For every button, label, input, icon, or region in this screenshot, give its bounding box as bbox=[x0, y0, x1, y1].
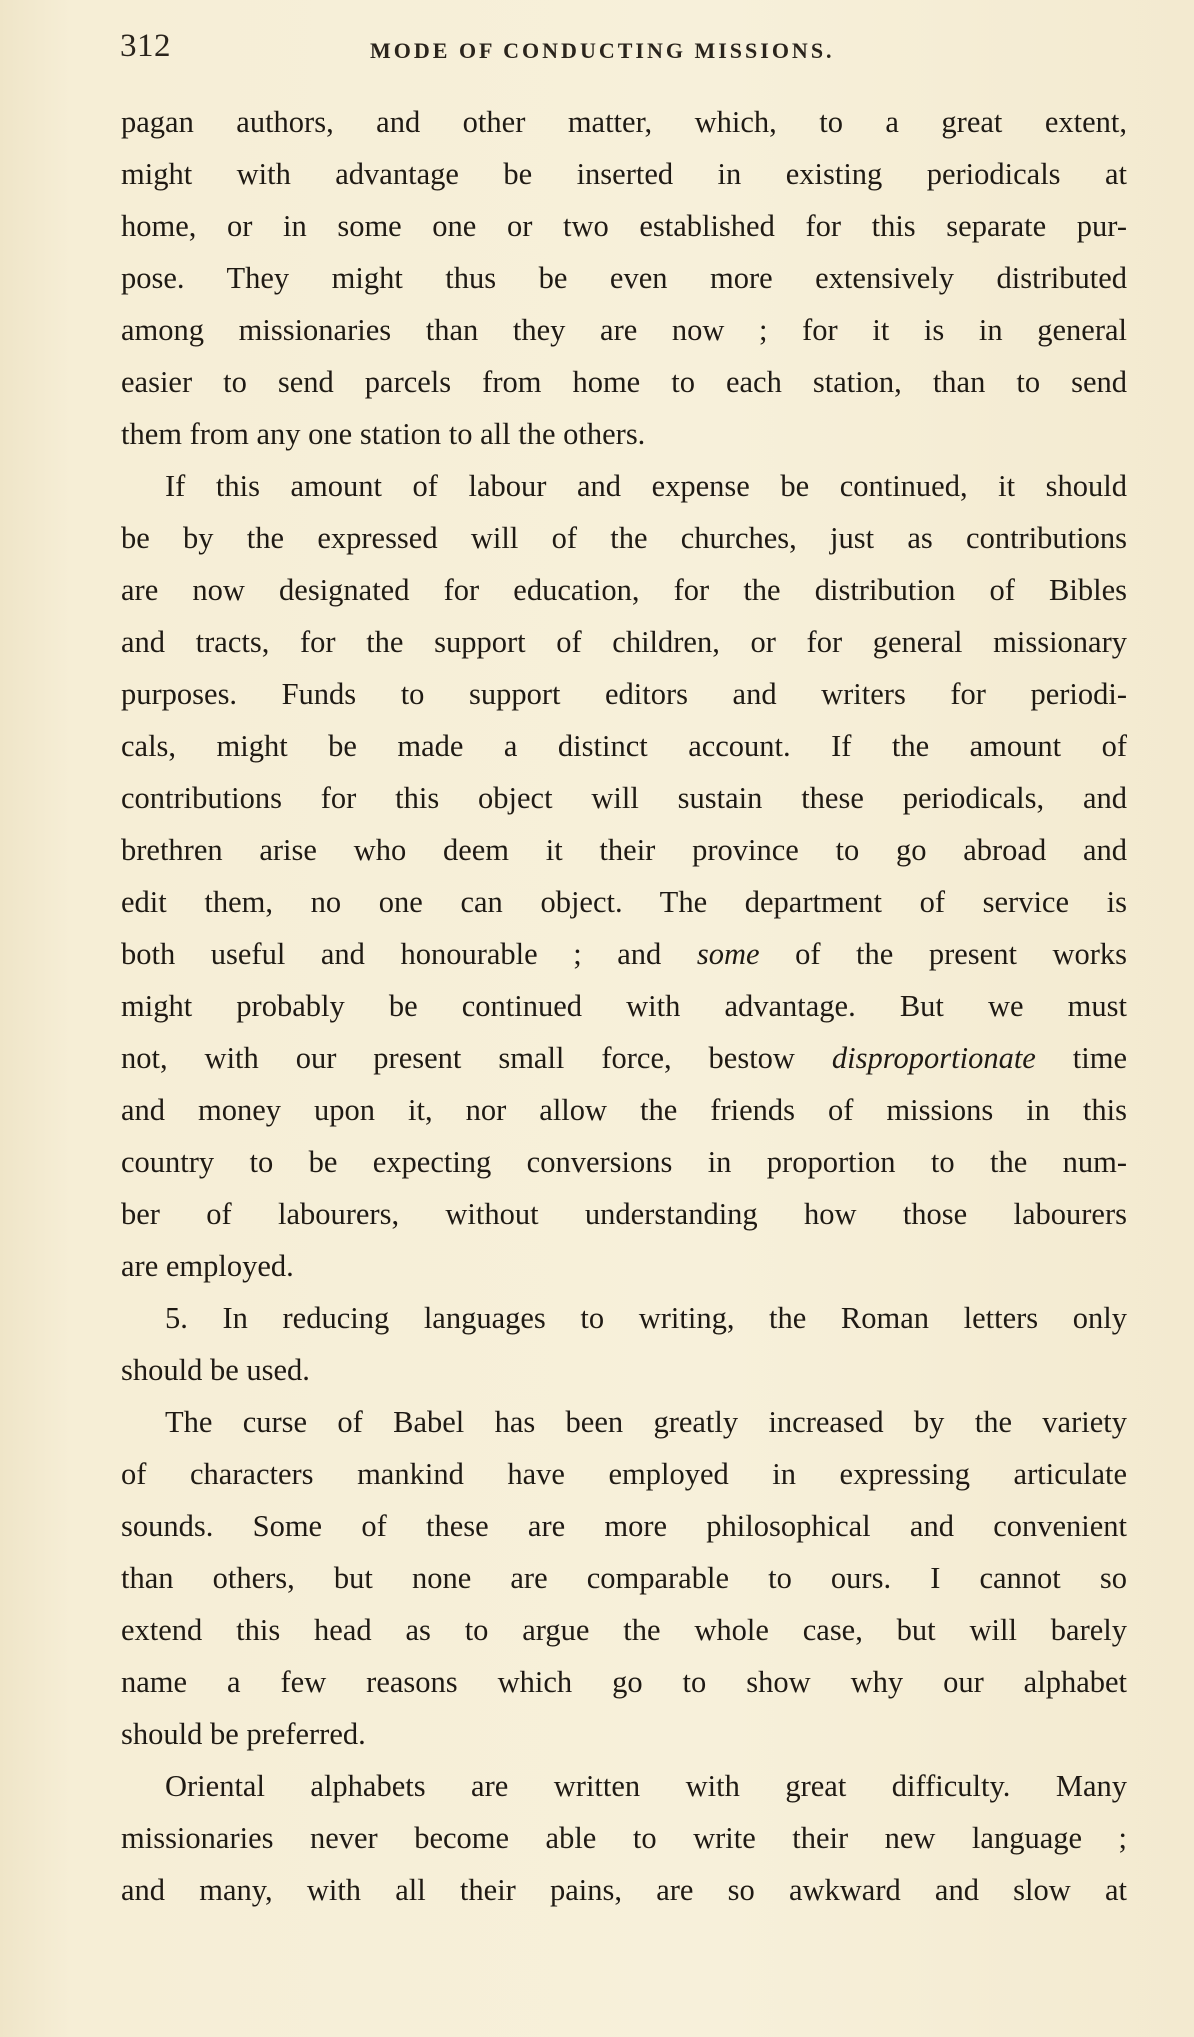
text-line: edit them, no one can object. The department of service is bbox=[121, 885, 1127, 919]
text-line: and money upon it, nor allow the friends of missions in this bbox=[121, 1093, 1127, 1127]
running-head: MODE OF CONDUCTING MISSIONS. bbox=[370, 38, 835, 63]
text-line: are now designated for education, for the distribution of Bibles bbox=[121, 573, 1127, 607]
italic-emphasis: some bbox=[696, 937, 760, 971]
text-line: should be used. bbox=[121, 1353, 310, 1387]
text-line: country to be expecting conversions in proportion to the num- bbox=[121, 1145, 1127, 1179]
text-line: The curse of Babel has been greatly increased by the variety bbox=[165, 1405, 1127, 1439]
text-segment: of the present works bbox=[795, 937, 1127, 971]
text-line: extend this head as to argue the whole case, but will barely bbox=[121, 1613, 1127, 1647]
text-line-with-italic bbox=[121, 1032, 1127, 1084]
text-line: might probably be continued with advantage. But we must bbox=[121, 989, 1127, 1023]
italic-emphasis: disproportionate bbox=[831, 1041, 1036, 1075]
text-line: easier to send parcels from home to each station, than to send bbox=[121, 365, 1127, 399]
body-text bbox=[121, 96, 1127, 1916]
text-line: name a few reasons which go to show why our alphabet bbox=[121, 1665, 1127, 1699]
page-number: 312 bbox=[120, 28, 171, 64]
text-line: should be preferred. bbox=[121, 1717, 366, 1751]
text-line: pagan authors, and other matter, which, to a great extent, bbox=[121, 105, 1127, 139]
text-line: If this amount of labour and expense be continued, it should bbox=[165, 469, 1127, 503]
text-line: are employed. bbox=[121, 1249, 294, 1283]
text-line: than others, but none are comparable to ours. I cannot so bbox=[121, 1561, 1127, 1595]
text-segment: not, with our present small force, bestow bbox=[121, 1041, 795, 1075]
text-segment: both useful and honourable ; and bbox=[121, 937, 662, 971]
text-line: missionaries never become able to write their new language ; bbox=[121, 1821, 1127, 1855]
text-line: sounds. Some of these are more philosophical and convenient bbox=[121, 1509, 1127, 1543]
text-line: brethren arise who deem it their province to go abroad and bbox=[121, 833, 1127, 867]
text-line: 5. In reducing languages to writing, the Roman letters only bbox=[165, 1301, 1127, 1335]
text-line: among missionaries than they are now ; for it is in general bbox=[121, 313, 1127, 347]
text-line: contributions for this object will sustain these periodicals, and bbox=[121, 781, 1127, 815]
text-line: cals, might be made a distinct account. If the amount of bbox=[121, 729, 1127, 763]
text-line: and many, with all their pains, are so awkward and slow at bbox=[121, 1873, 1127, 1907]
text-line: and tracts, for the support of children, or for general missionary bbox=[121, 625, 1127, 659]
text-line: might with advantage be inserted in existing periodicals at bbox=[121, 157, 1127, 191]
text-line: them from any one station to all the others. bbox=[121, 417, 646, 451]
text-line: Oriental alphabets are written with great difficulty. Many bbox=[165, 1769, 1127, 1803]
text-line-with-italic bbox=[121, 928, 1127, 980]
page-header bbox=[120, 28, 1130, 88]
text-line: of characters mankind have employed in expressing articulate bbox=[121, 1457, 1127, 1491]
text-line: be by the expressed will of the churches, just as contributions bbox=[121, 521, 1127, 555]
text-line: home, or in some one or two established for this separate pur- bbox=[121, 209, 1127, 243]
text-line: purposes. Funds to support editors and writers for periodi- bbox=[121, 677, 1127, 711]
text-line: ber of labourers, without understanding how those labourers bbox=[121, 1197, 1127, 1231]
text-segment: time bbox=[1072, 1041, 1127, 1075]
text-line: pose. They might thus be even more extensively distributed bbox=[121, 261, 1127, 295]
